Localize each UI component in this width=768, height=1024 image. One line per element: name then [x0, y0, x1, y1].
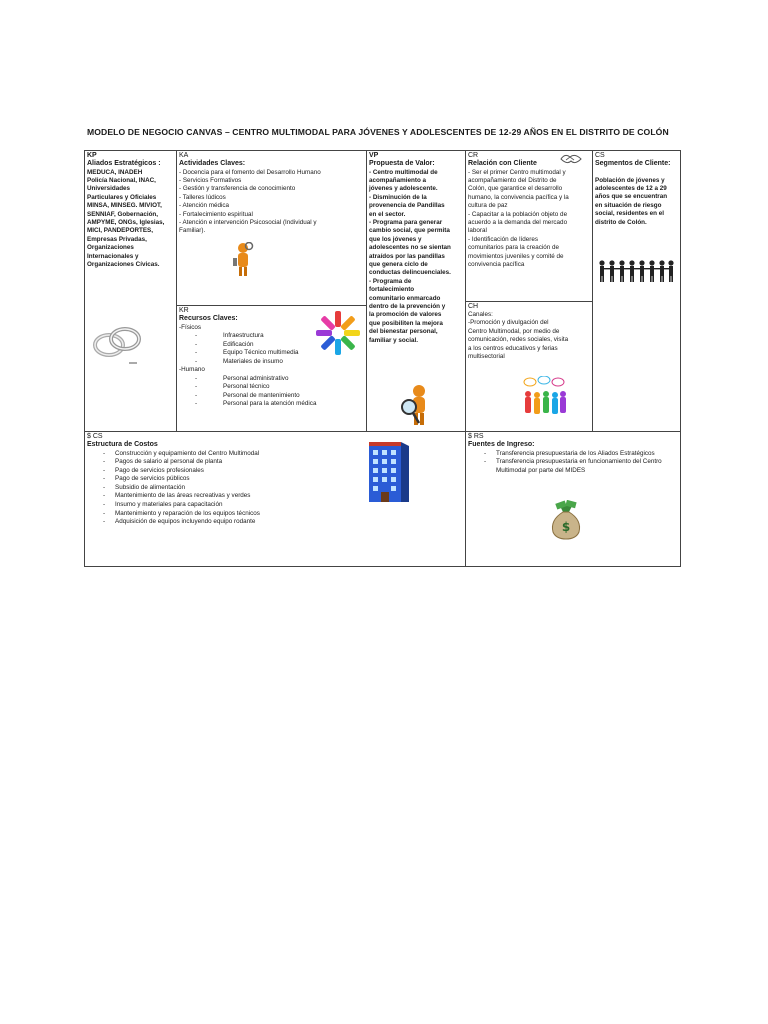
vp-line: que los jóvenes y — [369, 235, 422, 243]
vp-line: acompañamiento a — [369, 176, 427, 184]
ka-item: - Gestión y transferencia de conocimiento — [179, 185, 296, 193]
cost-heading: Estructura de Costos — [87, 441, 158, 448]
kr-human-item: - Personal para la atención médica — [195, 400, 364, 409]
revenue-item: - Transferencia presupuestaria de los Aliados Estratégicos — [484, 450, 678, 459]
cs-code: CS — [595, 152, 605, 159]
vp-line: conductas delincuenciales. — [369, 269, 451, 277]
vp-line: fortalecimiento — [369, 286, 415, 294]
gear-worker-icon — [231, 242, 255, 278]
vp-line: - Programa de — [369, 277, 412, 285]
vp-heading: Propuesta de Valor: — [369, 160, 435, 167]
cr-line: cultura de paz — [468, 202, 508, 210]
speech-people-icon — [520, 376, 568, 420]
kr-human-item: - Personal de mantenimiento — [195, 392, 364, 401]
kp-line: MINSA, MINSEG. MIVIOT, — [87, 202, 162, 210]
svg-text:$: $ — [561, 520, 571, 534]
cr-line: comunitarios para la creación de — [468, 244, 560, 252]
kp-line: MEDUCA, INADEH — [87, 168, 143, 176]
kp-line: Universidades — [87, 185, 131, 193]
vp-line: en el sector. — [369, 210, 406, 218]
ch-list — [468, 319, 590, 361]
channels-cell — [466, 302, 593, 432]
kr-heading: Recursos Claves: — [179, 315, 238, 322]
ka-item: - Atención médica — [179, 202, 230, 210]
kp-line: Organizaciones Cívicas. — [87, 260, 160, 268]
kr-human-label: -Humano — [179, 366, 205, 374]
customer-relationships-cell — [466, 151, 593, 302]
cost-item: - Pago de servicios públicos — [103, 475, 463, 484]
cr-list — [468, 169, 590, 270]
cs-heading: Segmentos de Cliente: — [595, 160, 671, 167]
kp-line: Empresas Privadas, — [87, 235, 147, 243]
ka-heading: Actividades Claves: — [179, 160, 246, 167]
rings-icon — [89, 319, 149, 367]
kr-physical-item: - Infraestructura — [195, 332, 364, 341]
cost-code: $ CS — [87, 433, 103, 440]
kp-code: KP — [87, 152, 97, 159]
vp-line: provenencia de Pandillas — [369, 202, 445, 210]
vp-line: que genera ciclo de — [369, 260, 428, 268]
kp-line: Particulares y Oficiales — [87, 193, 157, 201]
vp-line: adolescentes no se sientan — [369, 244, 451, 252]
revenue-list — [468, 450, 678, 476]
ch-line: Centro Multimodal, por medio de — [468, 327, 560, 335]
cs-list — [595, 177, 678, 227]
cost-item: - Pagos de salario al personal de planta — [103, 458, 463, 467]
key-partners-cell — [85, 151, 177, 432]
kr-human-item: - Personal técnico — [195, 383, 364, 392]
kp-line: AMPYME, ONGs, Iglesias, — [87, 218, 165, 226]
vp-code: VP — [369, 152, 379, 159]
customer-segments-cell — [593, 151, 680, 432]
vp-line: atraídos por las pandillas — [369, 252, 445, 260]
cr-line: - Capacitar a la población objeto de — [468, 210, 568, 218]
vp-list — [369, 169, 463, 346]
kp-line: MICI, PANDEPORTES, — [87, 227, 154, 235]
ka-item: Familiar). — [179, 227, 206, 235]
key-activities-cell — [177, 151, 367, 306]
vp-line: dentro de la prevención y — [369, 303, 446, 310]
kr-physical-item: - Edificación — [195, 341, 364, 350]
cs-line: adolescentes de 12 a 29 — [595, 184, 667, 192]
ka-code: KA — [179, 152, 189, 159]
magnifier-person-icon — [401, 383, 435, 431]
ka-list — [179, 169, 364, 236]
ch-code: CH — [468, 303, 479, 310]
kp-line: Internacionales y — [87, 252, 139, 260]
kp-line: Policía Nacional, INAC, — [87, 176, 156, 184]
revenue-heading: Fuentes de Ingreso: — [468, 441, 535, 448]
cs-line: años que se encuentran — [595, 193, 668, 201]
ka-item: - Fortalecimiento espiritual — [179, 210, 253, 218]
cr-line: humano, la convivencia pacífica y la — [468, 193, 569, 201]
cr-line: acompañamiento del Distrito de — [468, 176, 557, 184]
kr-human-item: - Personal administrativo — [195, 375, 364, 384]
vp-line: la promoción de valores — [369, 311, 442, 319]
kp-heading: Aliados Estratégicos : — [87, 160, 161, 167]
ch-line: comunicación, redes sociales, visita — [468, 336, 569, 344]
kr-physical-item: - Materiales de insumo — [195, 358, 364, 367]
cr-line: movimientos juveniles y comité de — [468, 252, 564, 260]
ka-item: - Talleres lúdicos — [179, 193, 226, 201]
cost-item: - Insumo y materiales para capacitación — [103, 501, 463, 510]
business-model-canvas — [84, 150, 681, 567]
kp-line: Organizaciones — [87, 244, 134, 252]
cr-line: laboral — [468, 227, 487, 235]
kp-list — [87, 169, 174, 270]
cost-item: - Construcción y equipamiento del Centro Multimodal — [103, 450, 463, 459]
cost-item: - Mantenimiento de las áreas recreativas y verdes — [103, 492, 463, 501]
cr-line: convivencia pacífica — [468, 260, 525, 268]
vp-line: cambio social, que permita — [369, 227, 450, 235]
cost-item: - Adquisición de equipos incluyendo equipo rodante — [103, 518, 463, 527]
revenue-streams-cell — [466, 432, 680, 566]
cost-item: - Pago de servicios profesionales — [103, 467, 463, 476]
vp-line: - Centro multimodal de — [369, 168, 438, 176]
handshake-icon — [560, 151, 582, 167]
cr-code: CR — [468, 152, 479, 159]
vp-line: jóvenes y adolescente. — [369, 185, 438, 193]
cs-line: Población de jóvenes y — [595, 176, 665, 184]
building-icon — [365, 440, 411, 502]
ch-heading: Canales: — [468, 311, 493, 318]
ch-line: -Promoción y divulgación del — [468, 319, 549, 327]
ka-item: - Atención e intervención Psicosocial (Individual y — [179, 218, 317, 226]
people-chain-icon — [597, 259, 675, 283]
cost-item: - Subsidio de alimentación — [103, 484, 463, 493]
kp-line: SENNIAF, Gobernación, — [87, 210, 159, 218]
vp-line: - Disminución de la — [369, 193, 427, 201]
cost-structure-cell — [85, 432, 466, 566]
cost-item: - Mantenimiento y reparación de los equipos técnicos — [103, 510, 463, 519]
ch-line: multisectorial — [468, 353, 505, 361]
puzzle-hands-icon — [315, 310, 361, 356]
kr-physical-item: - Equipo Técnico multimedia — [195, 349, 364, 358]
vp-line: familiar y social. — [369, 336, 419, 344]
ch-line: a los centros educativos y ferias — [468, 344, 558, 352]
cr-heading: Relación con Cliente — [468, 160, 537, 167]
revenue-code: $ RS — [468, 433, 484, 440]
vp-line: - Programa para generar — [369, 218, 443, 226]
kr-physical-label: -Físicos — [179, 323, 202, 331]
cr-line: - Ser el primer Centro multimodal y — [468, 168, 566, 176]
cs-line: distrito de Colón. — [595, 218, 647, 226]
key-resources-cell — [177, 306, 367, 432]
vp-line: comunitario enmarcado — [369, 294, 441, 302]
cr-line: Colón, que garantice el desarrollo — [468, 185, 563, 193]
ka-item: - Docencia para el fomento del Desarrollo Humano — [179, 168, 321, 176]
vp-line: del bienestar personal, — [369, 328, 438, 336]
revenue-item: - Transferencia presupuestaria en funcionamiento del Centro Multimodal por parte del MIDES — [484, 458, 678, 475]
vp-line: que posibiliten la mejora — [369, 319, 443, 327]
money-bag-icon — [548, 500, 584, 540]
cr-line: - Identificación de líderes — [468, 235, 539, 243]
value-proposition-cell — [367, 151, 466, 432]
ka-item: - Servicios Formativos — [179, 176, 242, 184]
page-title: MODELO DE NEGOCIO CANVAS – CENTRO MULTIMODAL PARA JÓVENES Y ADOLESCENTES DE 12-29 AÑOS EN EL DISTRITO DE COLÓN — [87, 127, 669, 137]
cs-line: en situación de riesgo — [595, 201, 662, 209]
cr-line: acuerdo a la demanda del mercado — [468, 218, 568, 226]
cs-line: social, residentes en el — [595, 210, 664, 218]
kr-code: KR — [179, 307, 189, 314]
kr-human-list — [179, 375, 364, 409]
